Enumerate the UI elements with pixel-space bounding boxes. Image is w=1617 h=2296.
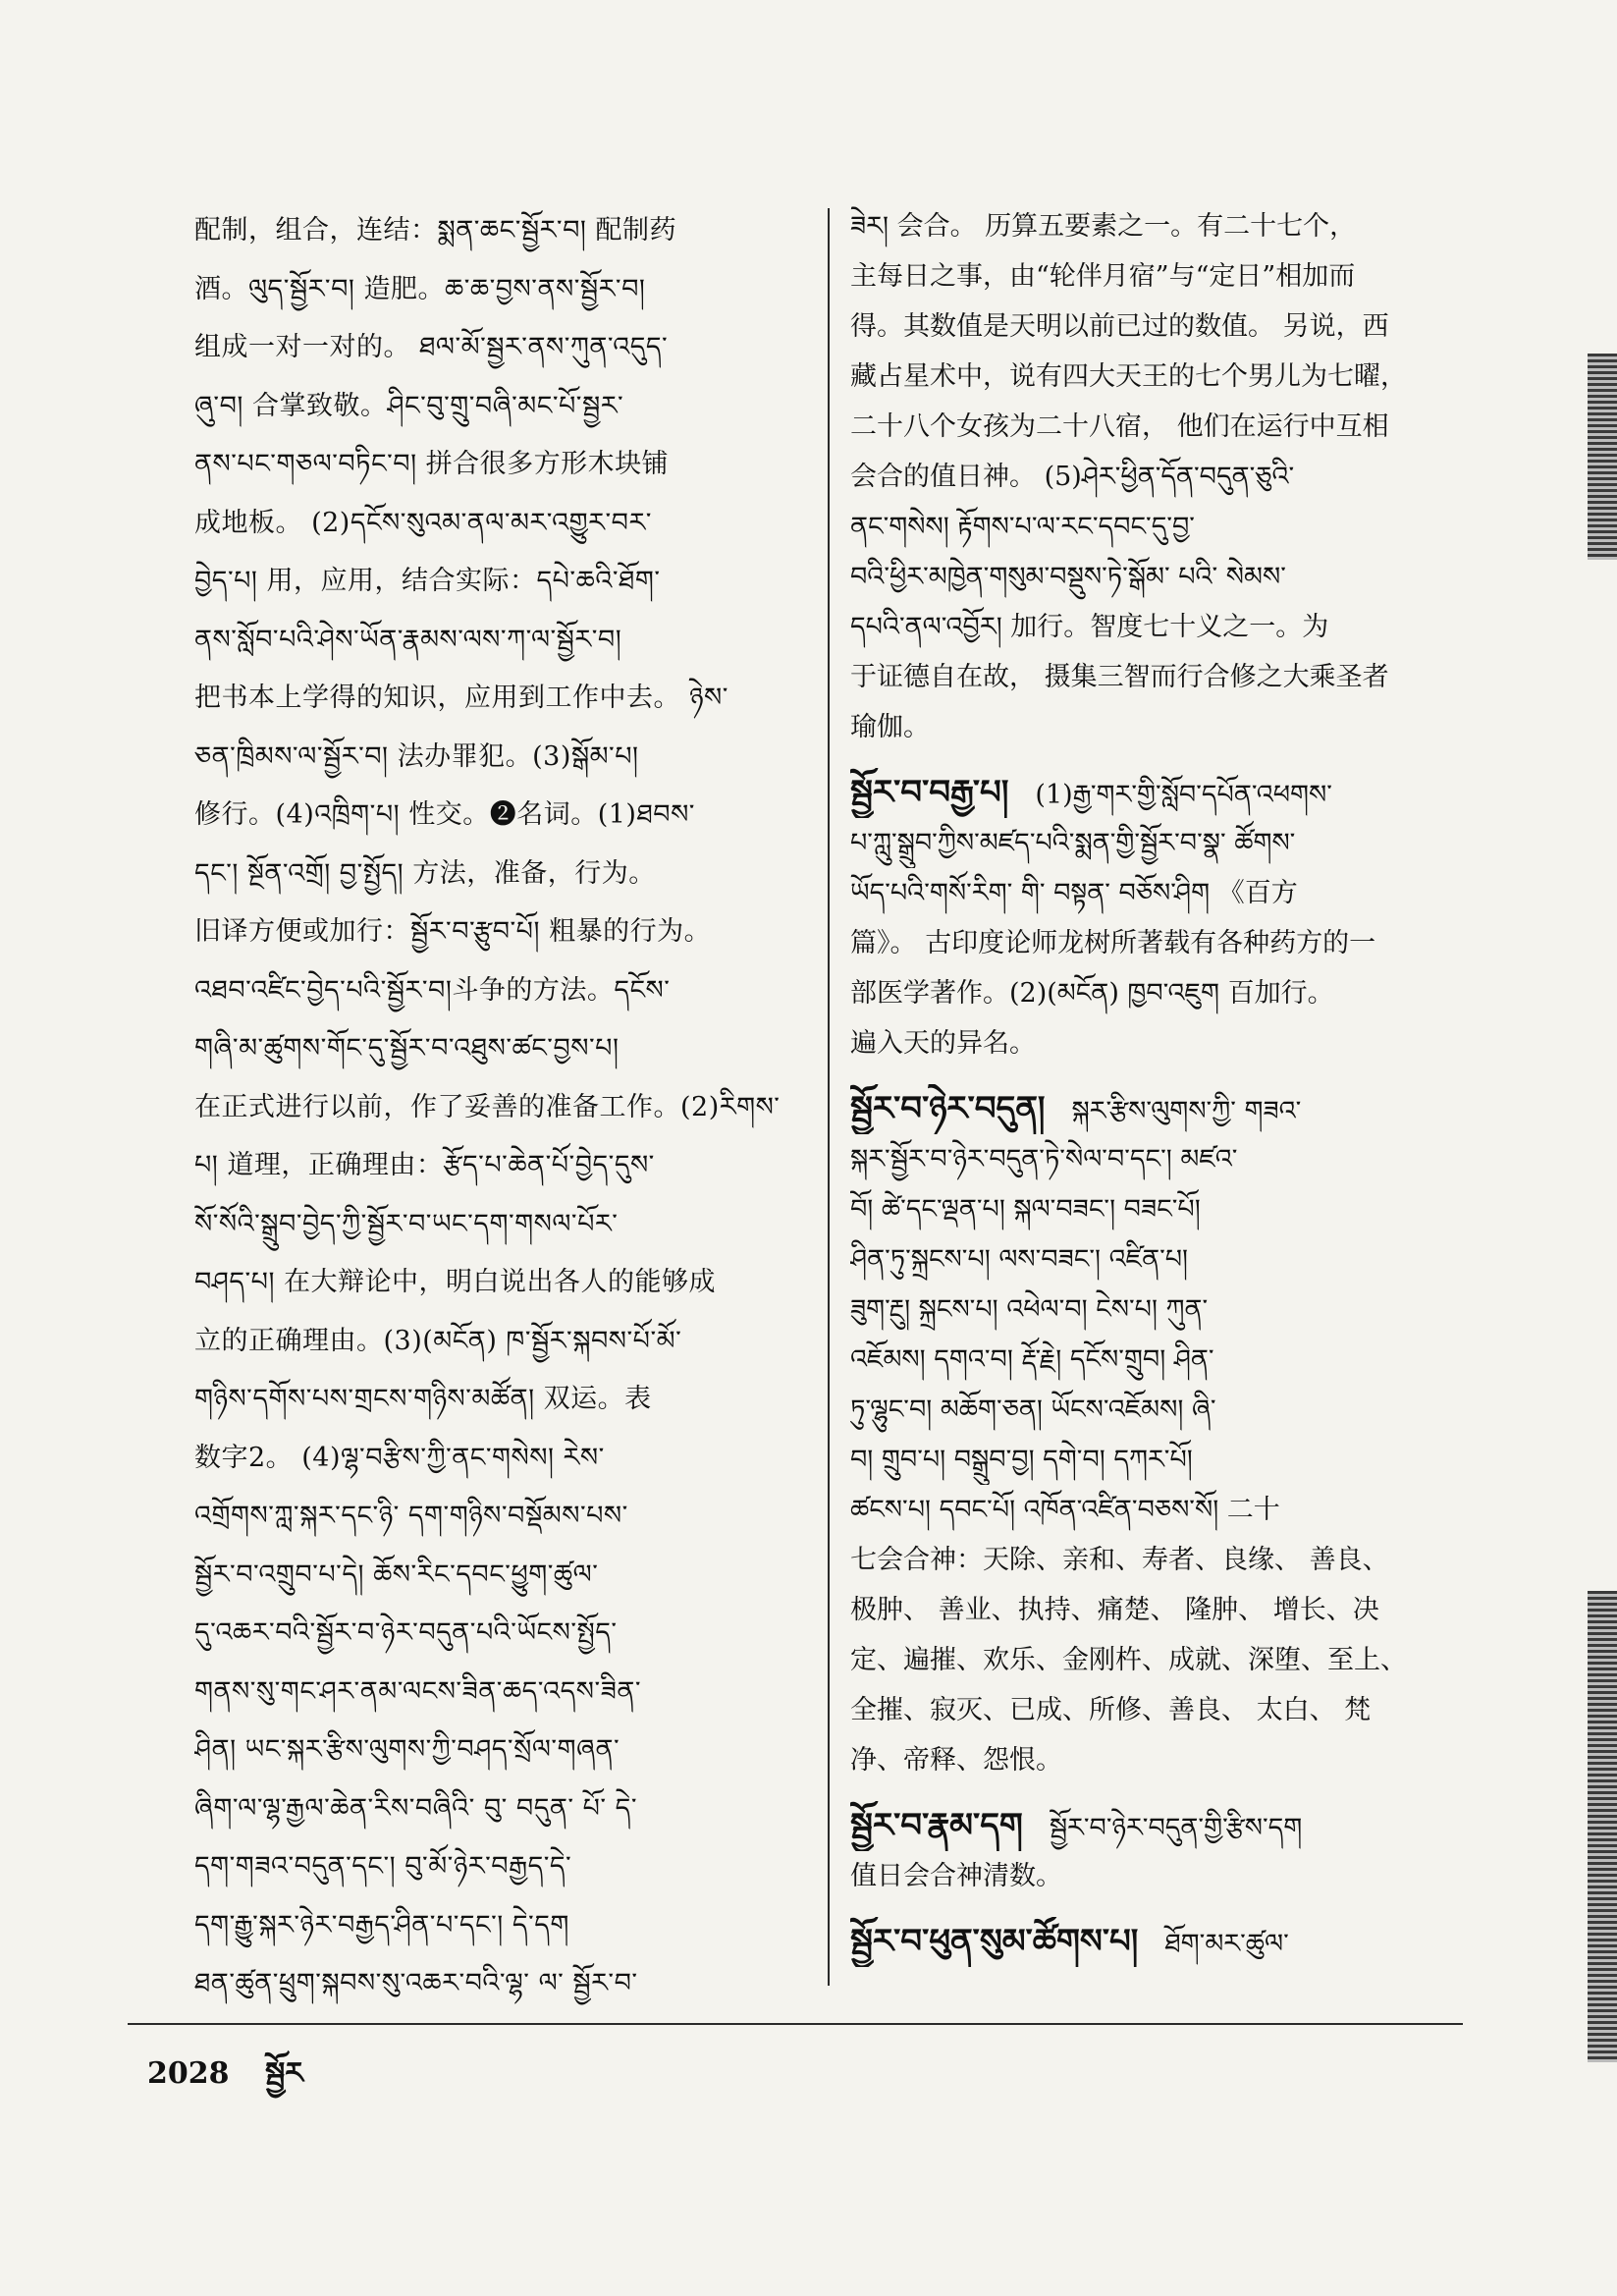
text-line [850,1285,1471,1335]
entry-text: ཤིན་ཏུ་སྐྲངས་པ། ལས་བཟང་། འཛིན་པ། [850,1244,1189,1275]
entry-text: བོ། ཚེ་དང་ལྡན་པ། སྐལ་བཟང་། བཟང་པོ། [850,1194,1201,1225]
entry-text: ཚངས་པ། དབང་པོ། འཁོན་འཛིན་བཅས་སོ། 二十 [850,1495,1280,1525]
text-line [850,1635,1471,1685]
text-line: 成地板。 (2)དངོས་སུའམ་ནལ་མར་འགྱུར་བར་ [194,507,652,538]
text-line [850,1018,1471,1068]
text-line [850,1535,1471,1585]
text-line: ནས་པང་གཅལ་བཏིང་བ། 拼合很多方形木块铺 [194,449,670,479]
text-line: 立的正确理由。(3)(མངོན) ཁ་སྦྱོར་སྐབས་པོ་མོ་ [194,1325,682,1356]
entry-text: 篇》。 古印度论师龙树所著载有各种药方的一 [850,928,1376,958]
entry-text: སྦྱོར་བ་ཉེར་བདུན་གྱི་རྩིས་དག [1049,1813,1303,1843]
page-number: 2028 [147,2056,230,2091]
text-line: སྦྱོར་བ་འགྲུབ་པ་དེ། ཆོས་རིང་དབང་ཕྱུག་ཚུལ་ [194,1558,599,1590]
entry-headword: སྦྱོར་བ་ཉེར་བདུན། [850,1089,1046,1128]
text-line [850,1435,1471,1485]
text-line [850,1385,1471,1435]
entry-text: ཡོད་པའི་གསོ་རིག་ གི་ བསྟན་ བཅོས་ཤིག 《百方 [850,878,1298,908]
entry-text: 于证德自在故， 摄集三智而行合修之大乘圣者 [850,662,1389,692]
entry-text: བའི་ཕྱིར་མཁྱེན་གསུམ་བསྡུས་ཏེ་སྒོམ་ པའི་ སེམས་ [850,562,1286,592]
text-line [850,1851,1471,1901]
entry-text: འཇོམས། དགའ་བ། རྡོ་རྗེ། དངོས་གྲུབ། ཤིན་ [850,1344,1214,1375]
text-line: དག་གཟའ་བདུན་དང་། བུ་མོ་ཉེར་བརྒྱད་དེ་ [194,1851,572,1882]
text-line [850,968,1471,1018]
text-line [850,918,1471,968]
entry-text: 得。其数值是天明以前已过的数值。 另说，西 [850,311,1389,342]
text-line [850,552,1471,602]
text-line: དང་། སྔོན་འགྲོ། བྱ་སྤྱོད། 方法，准备，行为。 [194,857,656,889]
entry-gap [850,1068,1471,1084]
text-line: 数字2。 (4)ལྷ་བརྩིས་ཀྱི་ནང་གསེས། རེས་ [194,1442,605,1473]
entry-text: 全摧、寂灭、已成、所修、善良、 太白、 梵 [850,1695,1372,1725]
text-line: འཐབ་འཛིང་བྱེད་པའི་སྦྱོར་བ།斗争的方法。དངོས་ [194,974,671,1006]
text-line [850,1801,1471,1851]
text-line [850,201,1471,251]
scan-edge-mark [1588,354,1617,560]
text-line [850,702,1471,752]
text-line: ཞུ་བ། 合掌致敬。ཤིང་བུ་གྲུ་བཞི་མང་པོ་སྦྱར་ [194,390,624,421]
entry-text: 会合的值日神。 (5)ཤེར་ཕྱིན་དོན་བདུན་ཅུའི་ [850,462,1295,492]
text-line [850,1084,1471,1134]
text-line [850,1485,1471,1535]
text-line [850,1134,1471,1184]
text-line: གཉིས་དགོས་པས་གྲངས་གཉིས་མཚོན། 双运。表 [194,1384,652,1414]
entry-text: 部医学著作。(2)(མངོན) ཁྱབ་འཇུག 百加行。 [850,978,1334,1009]
text-line [850,352,1471,402]
text-line: གནས་སུ་གང་ཤར་ནམ་ལངས་ཟིན་ཆད་འདས་ཟིན་ [194,1675,642,1707]
entry-text: ཏུ་ལྷུང་བ། མཆོག་ཅན། ཡོངས་འཇོམས། ཞི་ [850,1394,1216,1425]
entry-text: 值日会合神清数。 [850,1861,1062,1891]
text-line: 修行。(4)འཁྲིག་པ། 性交。❷名词。(1)ཐབས་ [194,799,695,830]
text-line [850,602,1471,652]
text-line: ཤིན། ཡང་སྐར་རྩིས་ལུགས་ཀྱི་བཤད་སྲོལ་གཞན་ [194,1734,620,1765]
entry-text: 净、帝释、怨恨。 [850,1745,1062,1776]
entry-headword: སྦྱོར་བ་བརྒྱ་པ། [850,773,1009,812]
entry-text: ནང་གསེས། རྟོགས་པ་ལ་རང་དབང་དུ་བྱ་ [850,512,1195,542]
left-column [194,201,811,2013]
entry-headword: སྦྱོར་བ་རྣམ་དག [850,1806,1023,1845]
text-line [850,818,1471,868]
entry-text: སྐར་རྩིས་ལུགས་ཀྱི་ གཟའ་ [1071,1096,1302,1126]
text-line [850,502,1471,552]
text-line: དག་རྒྱུ་སྐར་ཉེར་བརྒྱད་ཤིན་པ་དང་། དེ་དག [194,1909,569,1941]
entry-text: 二十八个女孩为二十八宿， 他们在运行中互相 [850,411,1389,442]
text-line [850,251,1471,301]
entry-text: 主每日之事，由“轮伴月宿”与“定日”相加而 [850,261,1356,292]
text-line: དུ་འཆར་བའི་སྦྱོར་བ་ཉེར་བདུན་པའི་ཡོངས་སྤྱོད་ [194,1617,618,1648]
text-line [850,402,1471,452]
text-line: 在正式进行以前，作了妥善的准备工作。(2)རིགས་ [194,1091,781,1122]
text-line: ནས་སློབ་པའི་ཤེས་ཡོན་རྣམས་ལས་ཀ་ལ་སྦྱོར་བ། [194,624,622,655]
text-line [850,1917,1471,1967]
entry-text: སྐར་སྦྱོར་བ་ཉེར་བདུན་ཏེ་སེལ་བ་དང་། མཛའ་ [850,1144,1238,1175]
text-line: ཐན་ཚུན་ཕྲུག་སྐབས་སུ་འཆར་བའི་ལྷ་ ལ་ སྦྱོར་བ་ [194,1968,638,1998]
text-line: པ། 道理，正确理由：རྩོད་པ་ཆེན་པོ་བྱེད་དུས་ [194,1150,655,1180]
text-line [850,1234,1471,1285]
entry-text: ཟུག་རྔུ། སྐྲངས་པ། འཕེལ་བ། ངེས་པ། ཀུན་ [850,1294,1209,1325]
text-line: གཞི་མ་ཚུགས་གོང་དུ་སྦྱོར་བ་འཐུས་ཚང་བྱས་པ། [194,1033,620,1064]
text-line [850,1685,1471,1735]
entry-text: 瑜伽。 [850,712,930,742]
entry-text: དཔའི་ནལ་འབྱོར། 加行。智度七十义之一。为 [850,612,1329,642]
text-line [850,1335,1471,1385]
entry-gap [850,1901,1471,1917]
text-line: 组成一对一对的。 ཐལ་མོ་སྦྱར་ནས་ཀུན་འདུད་ [194,332,669,362]
text-line: བྱེད་པ། 用，应用，结合实际：དཔེ་ཆའི་ཐོག་ [194,566,661,596]
text-line: ཅན་ཁྲིམས་ལ་སྦྱོར་བ། 法办罪犯。(3)སྒོམ་པ། [194,740,639,772]
running-head: སྦྱོར [264,2056,303,2091]
entry-headword: སྦྱོར་བ་ཕུན་སུམ་ཚོགས་པ། [850,1922,1139,1961]
text-line: འགྲོགས་ཀླ་སྐར་དང་ཉི་ དག་གཉིས་བསྡོམས་པས་ [194,1501,628,1531]
text-line [850,301,1471,352]
entry-gap [850,752,1471,768]
text-line: བཤད་པ། 在大辩论中，明白说出各人的能够成 [194,1267,717,1297]
entry-text: ཟེར། 会合。 历算五要素之一。有二十七个， [850,211,1357,242]
scan-edge-mark [1588,1591,1617,2062]
text-line: 配制，组合，连结：སྨན་ཆང་སྦྱོར་བ། 配制药 [194,215,676,246]
right-column [850,201,1471,1967]
entry-gap [850,1785,1471,1801]
page-footer [147,2041,303,2123]
text-line [850,1735,1471,1785]
entry-text: 极肿、 善业、执持、痛楚、 隆肿、 增长、决 [850,1595,1379,1625]
text-line: 旧译方便或加行：སྦྱོར་བ་རྩུབ་པོ། 粗暴的行为。 [194,916,712,947]
text-line [850,1585,1471,1635]
text-line: སོ་སོའི་སྒྲུབ་བྱེད་ཀྱི་སྦྱོར་བ་ཡང་དག་གསལ་པོར་ [194,1208,619,1239]
text-line: 酒。ལུད་སྦྱོར་བ། 造肥。ཆ་ཆ་བྱས་ནས་སྦྱོར་བ། [194,273,646,304]
text-line [850,868,1471,918]
entry-text: པ་ཀླུ་སྒྲུབ་ཀྱིས་མཛད་པའི་སྨན་གྱི་སྦྱོར་བ་སྣ་ ཚོགས་ [850,828,1296,858]
text-line [850,652,1471,702]
text-line [850,1184,1471,1234]
text-line [850,452,1471,502]
footer-rule [128,2023,1463,2025]
entry-text: (1)རྒྱ་གར་གྱི་སློབ་དཔོན་འཕགས་ [1035,780,1332,810]
text-line: 把书本上学得的知识，应用到工作中去。 ཉེས་ [194,683,728,713]
entry-text: 定、遍摧、欢乐、金刚杵、成就、深堕、至上、 [850,1645,1407,1675]
entry-text: བ། གྲུབ་པ། བསྒྲུབ་བྱ། དགེ་བ། དཀར་པོ། [850,1445,1193,1475]
entry-text: ཐོག་མར་ཚུལ་ [1164,1929,1289,1959]
entry-text: 藏占星术中，说有四大天王的七个男儿为七曜， [850,361,1407,392]
text-line: ཞིག་ལ་ལྷ་རྒྱལ་ཆེན་རིས་བཞིའི་ བུ་ བདུན་ པོ་ དེ་ [194,1792,637,1824]
entry-text: 七会合神：天除、亲和、寿者、良缘、 善良、 [850,1545,1389,1575]
entry-text: 遍入天的异名。 [850,1028,1036,1059]
column-divider [828,208,830,1986]
text-line [850,768,1471,818]
